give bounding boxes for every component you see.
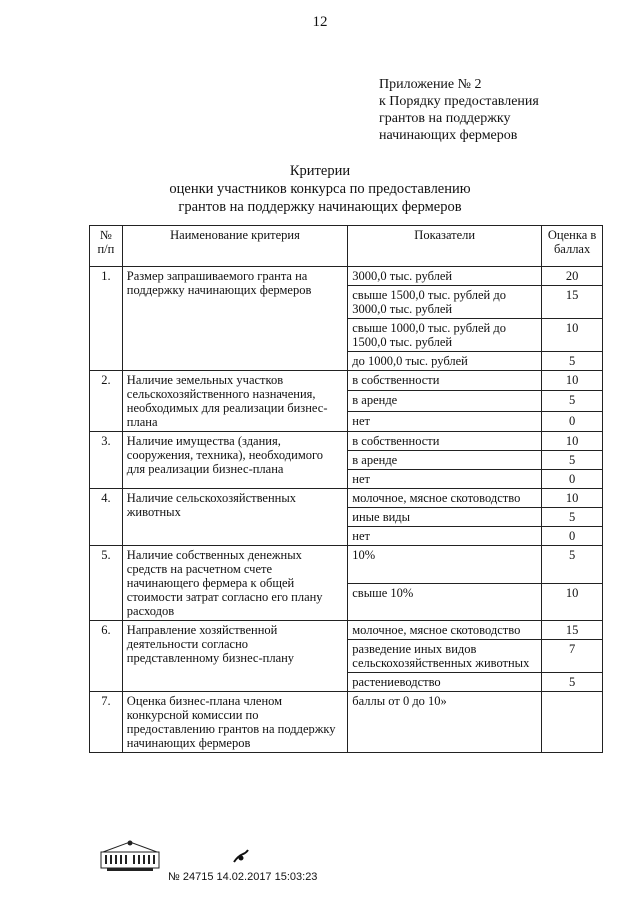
criterion-name: Наличие земельных участков сельскохозяйственного назначения, необходимых для реализации бизнес-плана bbox=[122, 371, 347, 432]
criterion-indicator: нет bbox=[348, 411, 542, 431]
criterion-score: 10 bbox=[542, 489, 603, 508]
appendix-block bbox=[379, 76, 619, 144]
title-line: оценки участников конкурса по предоставлению bbox=[169, 181, 471, 197]
appendix-line: Приложение № 2 bbox=[379, 77, 482, 92]
criterion-indicator: нет bbox=[348, 527, 542, 546]
criterion-indicator: нет bbox=[348, 470, 542, 489]
table-row bbox=[90, 489, 603, 508]
criterion-name: Направление хозяйственной деятельности согласно представленному бизнес-плану bbox=[122, 621, 347, 692]
criterion-indicator: в аренде bbox=[348, 451, 542, 470]
criterion-number: 2. bbox=[90, 371, 123, 432]
title-line: грантов на поддержку начинающих фермеров bbox=[178, 199, 462, 215]
table-header-row bbox=[90, 226, 603, 267]
criterion-number: 4. bbox=[90, 489, 123, 546]
criterion-score: 5 bbox=[542, 352, 603, 371]
criterion-number: 6. bbox=[90, 621, 123, 692]
criterion-score: 0 bbox=[542, 411, 603, 431]
criterion-number: 7. bbox=[90, 692, 123, 753]
criterion-indicator: свыше 1500,0 тыс. рублей до 3000,0 тыс. рублей bbox=[348, 286, 542, 319]
criterion-name: Размер запрашиваемого гранта на поддержку начинающих фермеров bbox=[122, 267, 347, 371]
document-registration: № 24715 14.02.2017 15:03:23 bbox=[168, 871, 318, 883]
criterion-indicator: в собственности bbox=[348, 432, 542, 451]
criterion-indicator: 10% bbox=[348, 546, 542, 584]
criterion-number: 3. bbox=[90, 432, 123, 489]
criterion-number: 1. bbox=[90, 267, 123, 371]
criterion-score: 5 bbox=[542, 451, 603, 470]
criterion-name: Наличие имущества (здания, сооружения, техника), необходимого для реализации бизнес-плана bbox=[122, 432, 347, 489]
criterion-score: 5 bbox=[542, 673, 603, 692]
criterion-indicator: молочное, мясное скотоводство bbox=[348, 489, 542, 508]
emblem-stamp-icon bbox=[99, 838, 161, 872]
header-num: № п/п bbox=[90, 226, 123, 267]
table-row bbox=[90, 692, 603, 753]
criterion-score: 5 bbox=[542, 391, 603, 411]
document-title bbox=[0, 162, 640, 216]
criterion-score: 10 bbox=[542, 371, 603, 391]
criterion-score: 0 bbox=[542, 527, 603, 546]
criterion-score: 15 bbox=[542, 621, 603, 640]
criterion-indicator: в аренде bbox=[348, 391, 542, 411]
criterion-score: 5 bbox=[542, 508, 603, 527]
ink-mark-icon bbox=[232, 848, 250, 864]
criterion-number: 5. bbox=[90, 546, 123, 621]
criterion-score: 20 bbox=[542, 267, 603, 286]
criteria-table bbox=[89, 225, 603, 753]
table-row bbox=[90, 371, 603, 391]
appendix-line: грантов на поддержку bbox=[379, 111, 511, 126]
criterion-indicator: баллы от 0 до 10» bbox=[348, 692, 542, 753]
criterion-name: Оценка бизнес-плана членом конкурсной комиссии по предоставлению грантов на поддержку начинающих фермеров bbox=[122, 692, 347, 753]
title-line: Критерии bbox=[289, 163, 351, 179]
criterion-score: 10 bbox=[542, 319, 603, 352]
criterion-indicator: в собственности bbox=[348, 371, 542, 391]
header-score: Оценка в баллах bbox=[542, 226, 603, 267]
criterion-score: 5 bbox=[542, 546, 603, 584]
criterion-name: Наличие собственных денежных средств на расчетном счете начинающего фермера к общей стоимости затрат согласно его плану расходов bbox=[122, 546, 347, 621]
header-indicators: Показатели bbox=[348, 226, 542, 267]
criterion-indicator: свыше 1000,0 тыс. рублей до 1500,0 тыс. рублей bbox=[348, 319, 542, 352]
criterion-score: 15 bbox=[542, 286, 603, 319]
criterion-score: 10 bbox=[542, 583, 603, 621]
page-number: 12 bbox=[312, 14, 328, 30]
criterion-indicator: растениеводство bbox=[348, 673, 542, 692]
appendix-line: начинающих фермеров bbox=[379, 128, 518, 143]
header-name: Наименование критерия bbox=[122, 226, 347, 267]
criterion-indicator: молочное, мясное скотоводство bbox=[348, 621, 542, 640]
criterion-indicator: 3000,0 тыс. рублей bbox=[348, 267, 542, 286]
criterion-indicator: свыше 10% bbox=[348, 583, 542, 621]
table-row bbox=[90, 432, 603, 451]
table-row bbox=[90, 621, 603, 640]
table-row bbox=[90, 267, 603, 286]
criterion-score: 10 bbox=[542, 432, 603, 451]
table-row bbox=[90, 546, 603, 584]
criterion-score: 7 bbox=[542, 640, 603, 673]
criterion-indicator: разведение иных видов сельскохозяйственных животных bbox=[348, 640, 542, 673]
criterion-score: 0 bbox=[542, 470, 603, 489]
appendix-line: к Порядку предоставления bbox=[379, 94, 539, 109]
criterion-name: Наличие сельскохозяйственных животных bbox=[122, 489, 347, 546]
criterion-indicator: до 1000,0 тыс. рублей bbox=[348, 352, 542, 371]
criteria-body bbox=[90, 267, 603, 753]
criterion-score bbox=[542, 692, 603, 753]
criterion-indicator: иные виды bbox=[348, 508, 542, 527]
